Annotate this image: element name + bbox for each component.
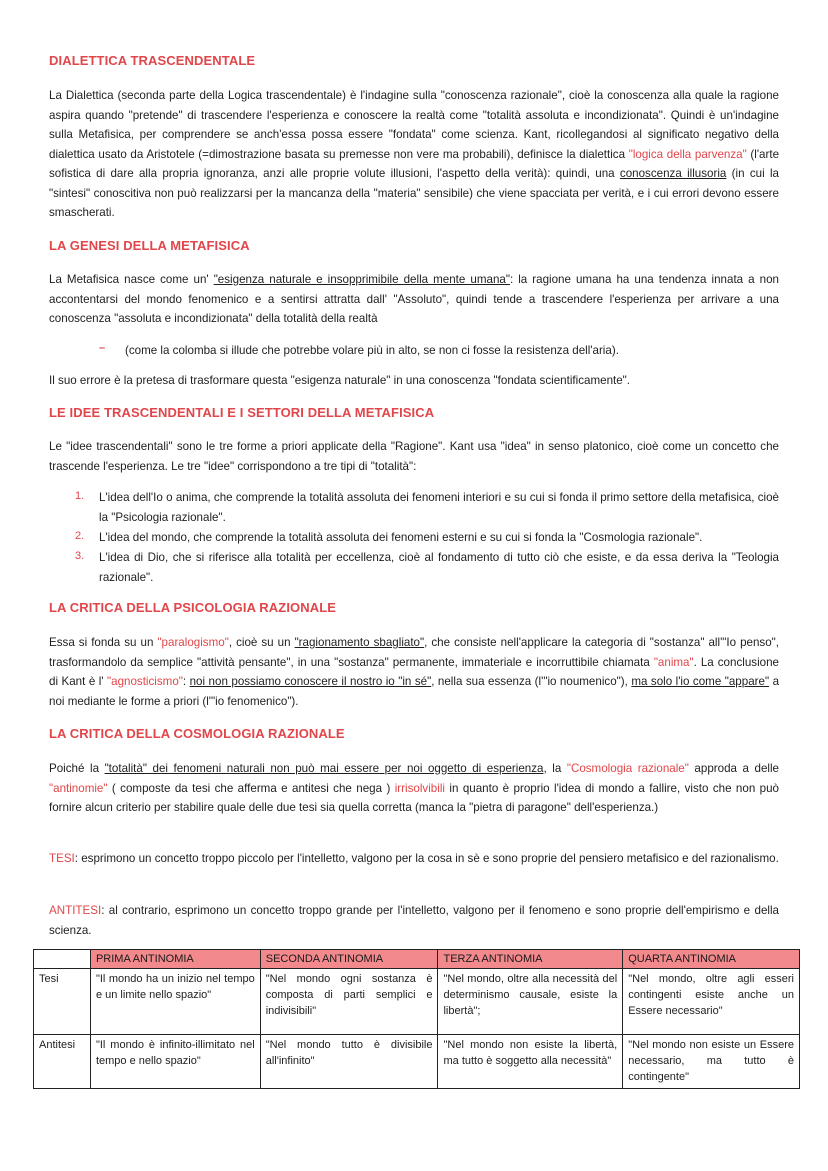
list-item-dio: L'idea di Dio, che si riferisce alla totalità per eccellenza, cioè al fondamento di tutto ciò che esiste, e da essa deriva la "Teologia razionale". [99, 551, 779, 584]
table-cell: "Il mondo ha un inizio nel tempo e un limite nello spazio" [90, 969, 260, 1035]
section-title-cosmologia: LA CRITICA DELLA COSMOLOGIA RAZIONALE [49, 726, 345, 741]
section-title-genesi: LA GENESI DELLA METAFISICA [49, 238, 250, 253]
antinomie-table [33, 949, 800, 1089]
underlined-io-in-se: noi non possiamo conoscere il nostro io "in sé" [189, 675, 432, 688]
underlined-totalita: "totalità" dei fenomeni naturali non può mai essere per noi oggetto di esperienza [104, 762, 544, 775]
underlined-esigenza-naturale: "esigenza naturale e insopprimibile della mente umana" [213, 273, 510, 286]
table-cell: "Nel mondo, oltre alla necessità del determinismo causale, esiste la libertà"; [438, 969, 623, 1035]
list-item-mondo: L'idea del mondo, che comprende la totalità assoluta dei fenomeni esterni e su cui si fonda la "Cosmologia razionale". [99, 531, 703, 544]
list-number: 1. [75, 490, 85, 502]
table-header: SECONDA ANTINOMIA [260, 950, 438, 969]
list-number: 2. [75, 530, 85, 542]
list-item-io: L'idea dell'Io o anima, che comprende la totalità assoluta dei fenomeni interiori e su cui si fonda il primo settore della metafisica, cioè la "Psicologia razionale". [99, 491, 779, 524]
table-cell: "Nel mondo, oltre agli esseri contingenti esiste anche un Essere necessario" [623, 969, 800, 1035]
table-cell: "Nel mondo non esiste la libertà, ma tutto è soggetto alla necessità" [438, 1035, 623, 1089]
paragraph-tesi: TESI: esprimono un concetto troppo piccolo per l'intelletto, valgono per la cosa in sè e sono proprie del pensiero metafisico e del razionalismo. [49, 852, 779, 865]
table-corner-cell [34, 950, 91, 969]
table-row-label: Antitesi [34, 1035, 91, 1089]
underlined-io-appare: ma solo l'io come "appare" [631, 675, 770, 688]
underlined-ragionamento: "ragionamento sbagliato" [294, 636, 425, 649]
highlight-antinomie: "antinomie" [49, 781, 108, 795]
paragraph-errore: Il suo errore è la pretesa di trasformare questa "esigenza naturale" in una conoscenza "fondata scientificamente". [49, 374, 631, 387]
table-cell: "Nel mondo ogni sostanza è composta di parti semplici e indivisibili" [260, 969, 438, 1035]
underlined-conoscenza-illusoria: conoscenza illusoria [619, 167, 727, 180]
table-cell: "Nel mondo non esiste un Essere necessario, ma tutto è contingente" [623, 1035, 800, 1089]
highlight-logica-parvenza: "logica della parvenza" [628, 147, 747, 161]
highlight-cosmologia: "Cosmologia razionale" [566, 762, 689, 775]
table-row [34, 1035, 800, 1089]
highlight-agnosticismo: "agnosticismo" [107, 675, 183, 688]
bullet-colomba: (come la colomba si illude che potrebbe volare più in alto, se non ci fosse la resistenza dell'aria). [125, 344, 619, 357]
dash-bullet-icon: – [99, 342, 106, 354]
table-header: TERZA ANTINOMIA [438, 950, 623, 969]
table-header-row [34, 950, 800, 969]
section-title-psicologia: LA CRITICA DELLA PSICOLOGIA RAZIONALE [49, 600, 337, 615]
highlight-anima: "anima" [653, 655, 694, 669]
label-tesi: TESI [49, 852, 75, 865]
table-cell: "Il mondo è infinito-illimitato nel tempo e nello spazio" [90, 1035, 260, 1089]
paragraph-antitesi: ANTITESI: al contrario, esprimono un concetto troppo grande per l'intelletto, valgono per il fenomeno e sono proprie dell'empirismo e della scienza. [49, 904, 779, 937]
paragraph-idee-intro: Le "idee trascendentali" sono le tre forme a priori applicate della "Ragione". Kant usa "idea" in senso platonico, cioè come un concetto che trascende l'esperienza. Le tre "idee" corrispondono a tre tipi di "totalità": [49, 440, 779, 473]
table-header: PRIMA ANTINOMIA [90, 950, 260, 969]
paragraph-cosmologia: Poiché la "totalità" dei fenomeni naturali non può mai essere per noi oggetto di esperienza, la "Cosmologia razionale" approda a delle "antinomie" ( composte da tesi che afferma e antitesi che nega ) irrisolvibili in quanto è proprio l'idea di mondo a fallire, visto che non può fornire alcun criterio per stabilire quale delle due tesi sia quella corretta (manca la "pietra di paragone" dell'esperienza.) [49, 762, 780, 814]
paragraph-genesi: La Metafisica nasce come un' "esigenza naturale e insopprimibile della mente umana": la ragione umana ha una tendenza innata a non accontentarsi del mondo fenomenico e a sentirsi attratta dall' "Assoluto", quindi tende a trascendere l'esperienza per arrivare a una conoscenza "assoluta e incondizionata" della totalità della realtà [49, 273, 779, 325]
section-title-idee: LE IDEE TRASCENDENTALI E I SETTORI DELLA METAFISICA [49, 405, 435, 420]
table-cell: "Nel mondo tutto è divisibile all'infinito" [260, 1035, 438, 1089]
highlight-paralogismo: "paralogismo" [157, 636, 229, 649]
table-header: QUARTA ANTINOMIA [623, 950, 800, 969]
highlight-irrisolvibili: irrisolvibili [394, 781, 445, 795]
table-row [34, 969, 800, 1035]
paragraph-dialettica: La Dialettica (seconda parte della Logica trascendentale) è l'indagine sulla "conoscenza razionale", cioè la conoscenza alla quale la ragione aspira quando "pretende" di trascendere l'esperienza e conoscere la realtà come "totalità assoluta e incondizionata". Quindi è un'indagine sulla Metafisica, per comprendere se anch'essa possa essere "fondata" come scienza. Kant, ricollegandosi al significato negativo della dialettica usato da Aristotele (=dimostrazione basata su premesse non vere ma probabili), definisce la dialettica "logica della parvenza" (l'arte sofistica di dare alla propria ignoranza, anzi alle proprie volute illusioni, l'aspetto della verità): quindi, una conoscenza illusoria (in cui la "sintesi" conoscitiva non può realizzarsi per la mancanza della "materia" sensibile) che viene spacciata per verità, e i cui errori devono essere smascherati. [49, 89, 780, 219]
section-title-dialettica: DIALETTICA TRASCENDENTALE [49, 53, 256, 68]
list-number: 3. [75, 550, 85, 562]
paragraph-psicologia: Essa si fonda su un "paralogismo", cioè su un "ragionamento sbagliato", che consiste nell'applicare la categoria di "sostanza" all'"Io penso", trasformandolo da semplice "attività pensante", in una "sostanza" permanente, immateriale e incorruttibile chiamata "anima". La conclusione di Kant è l' "agnosticismo": noi non possiamo conoscere il nostro io "in sé", nella sua essenza (l'"io noumenico"), ma solo l'io come "appare" a noi mediante le forme a priori (l'"io fenomenico"). [49, 636, 780, 708]
label-antitesi: ANTITESI [49, 904, 102, 917]
table-row-label: Tesi [34, 969, 91, 1035]
